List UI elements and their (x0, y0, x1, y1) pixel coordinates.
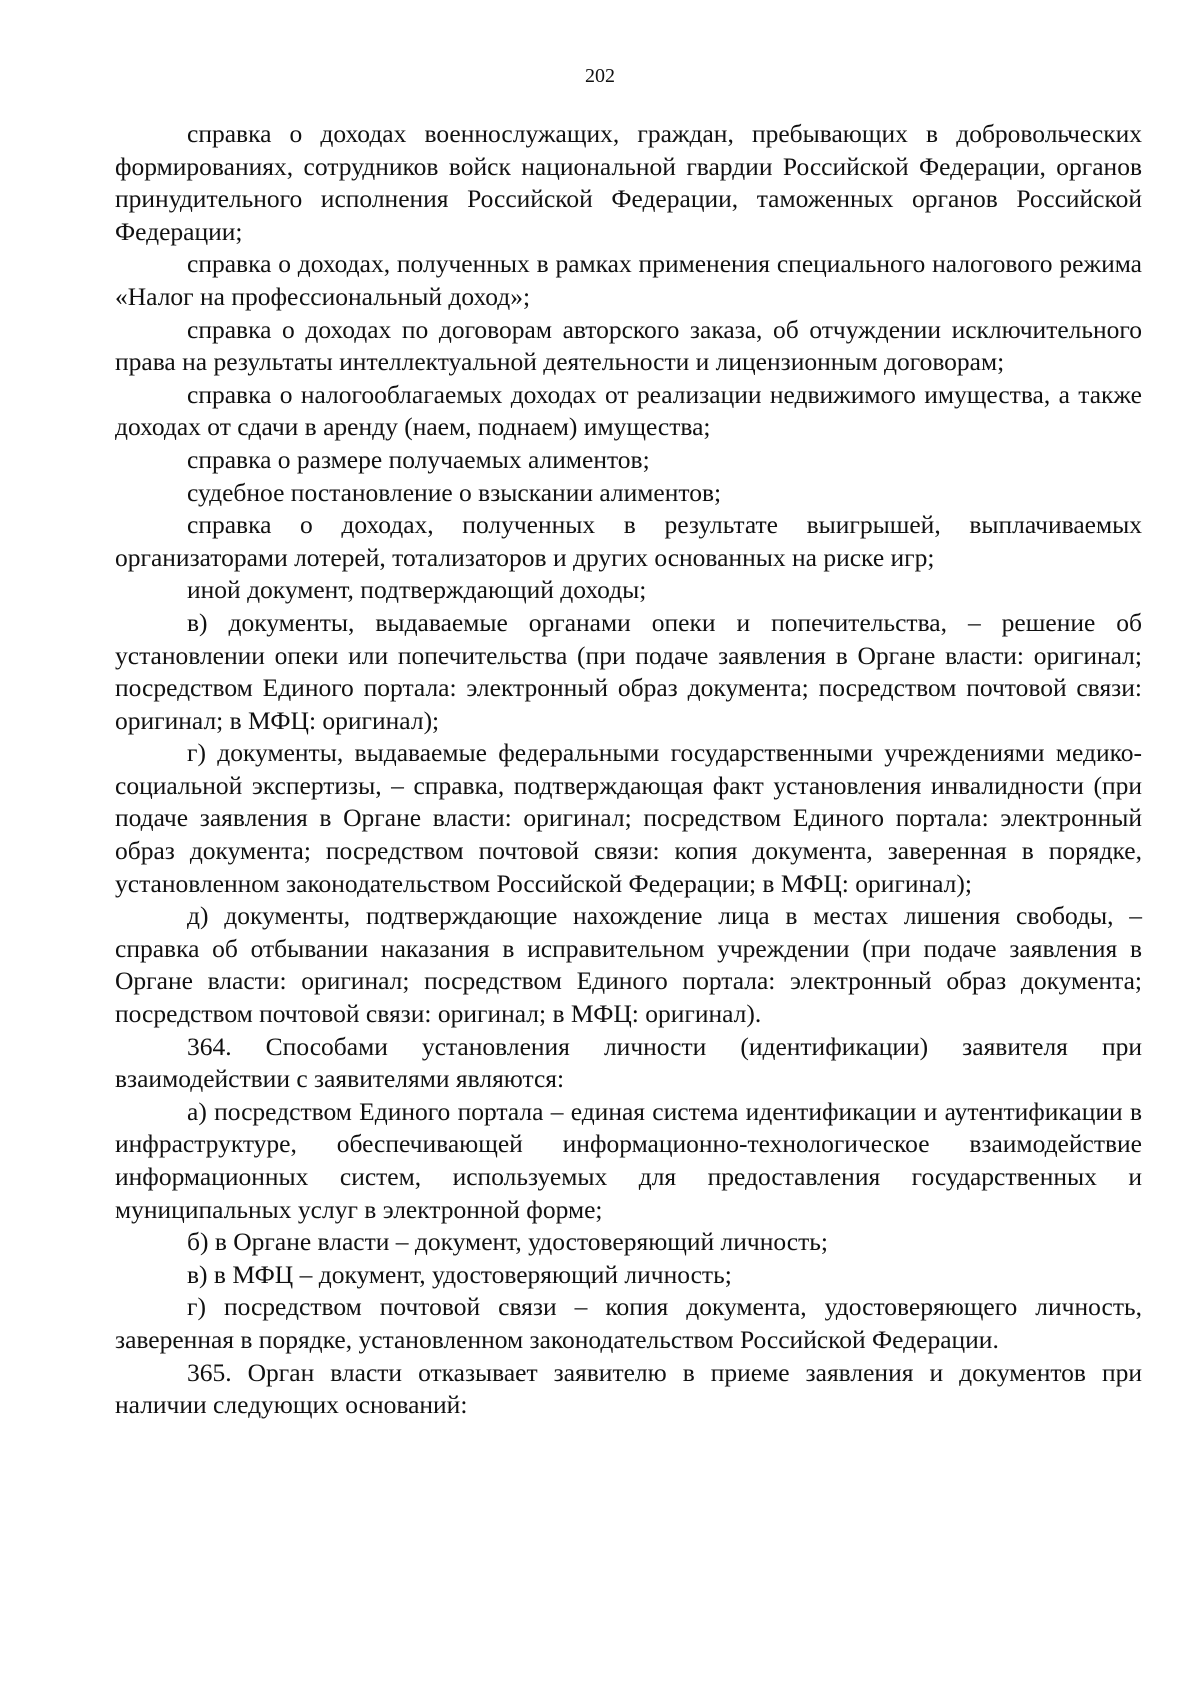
paragraph-section-364: 364. Способами установления личности (идентификации) заявителя при взаимодействии с заявителями являются: (115, 1031, 1142, 1094)
paragraph-income-certificate-copyright: справка о доходах по договорам авторского заказа, об отчуждении исключительного права на результаты интеллектуальной деятельности и лицензионным договорам; (115, 314, 1142, 377)
paragraph-364-item-b: б) в Органе власти – документ, удостоверяющий личность; (187, 1227, 828, 1257)
page-number: 202 (585, 65, 615, 87)
paragraph-income-certificate-real-estate: справка о налогооблагаемых доходах от реализации недвижимого имущества, а также доходах от сдачи в аренду (наем, поднаем) имущества; (115, 379, 1142, 442)
paragraph-income-certificate-military: справка о доходах военнослужащих, граждан, пребывающих в добровольческих формированиях, сотрудников войск национальной гвардии Российской Федерации, органов принудительного исполнения Российской Федерации, таможенных органов Российской Федерации; (115, 119, 1142, 246)
paragraph-item-g-disability: г) документы, выдаваемые федеральными государственными учреждениями медико-социальной экспертизы, – справка, подтверждающая факт установления инвалидности (при подаче заявления в Органе власти: оригинал; посредством Единого портала: электронный образ документа; посредством почтовой связи: копия документа, заверенная в порядке, установленном законодательством Российской Федерации; в МФЦ: оригинал); (115, 738, 1142, 898)
paragraph-income-certificate-professional-tax: справка о доходах, полученных в рамках применения специального налогового режима «Налог на профессиональный доход»; (115, 249, 1142, 311)
paragraph-alimony-certificate: справка о размере получаемых алиментов; (187, 444, 650, 474)
paragraph-section-365: 365. Орган власти отказывает заявителю в приеме заявления и документов при наличии следующих оснований: (115, 1357, 1142, 1420)
document-body (115, 118, 1142, 1422)
paragraph-item-v-guardianship: в) документы, выдаваемые органами опеки и попечительства, – решение об установлении опеки или попечительства (при подаче заявления в Органе власти: оригинал; посредством Единого портала: электронный образ документа; посредством почтовой связи: оригинал; в МФЦ: оригинал); (115, 607, 1142, 735)
paragraph-item-d-imprisonment: д) документы, подтверждающие нахождение лица в местах лишения свободы, – справка об отбывании наказания в исправительном учреждении (при подаче заявления в Органе власти: оригинал; посредством Единого портала: электронный образ документа; посредством почтовой связи: оригинал; в МФЦ: оригинал). (115, 901, 1142, 1029)
paragraph-income-certificate-lottery: справка о доходах, полученных в результате выигрышей, выплачиваемых организаторами лотерей, тотализаторов и других основанных на риске игр; (115, 510, 1142, 572)
paragraph-other-income-document: иной документ, подтверждающий доходы; (187, 575, 647, 605)
paragraph-alimony-court-order: судебное постановление о взыскании алиментов; (187, 477, 722, 507)
paragraph-364-item-g: г) посредством почтовой связи – копия документа, удостоверяющего личность, заверенная в порядке, установленном законодательством Российской Федерации. (115, 1292, 1142, 1354)
paragraph-364-item-a: а) посредством Единого портала – единая система идентификации и аутентификации в инфраструктуре, обеспечивающей информационно-технологическое взаимодействие информационных систем, используемых для предоставления государственных и муниципальных услуг в электронной форме; (115, 1096, 1142, 1224)
paragraph-364-item-v: в) в МФЦ – документ, удостоверяющий личность; (187, 1259, 732, 1289)
